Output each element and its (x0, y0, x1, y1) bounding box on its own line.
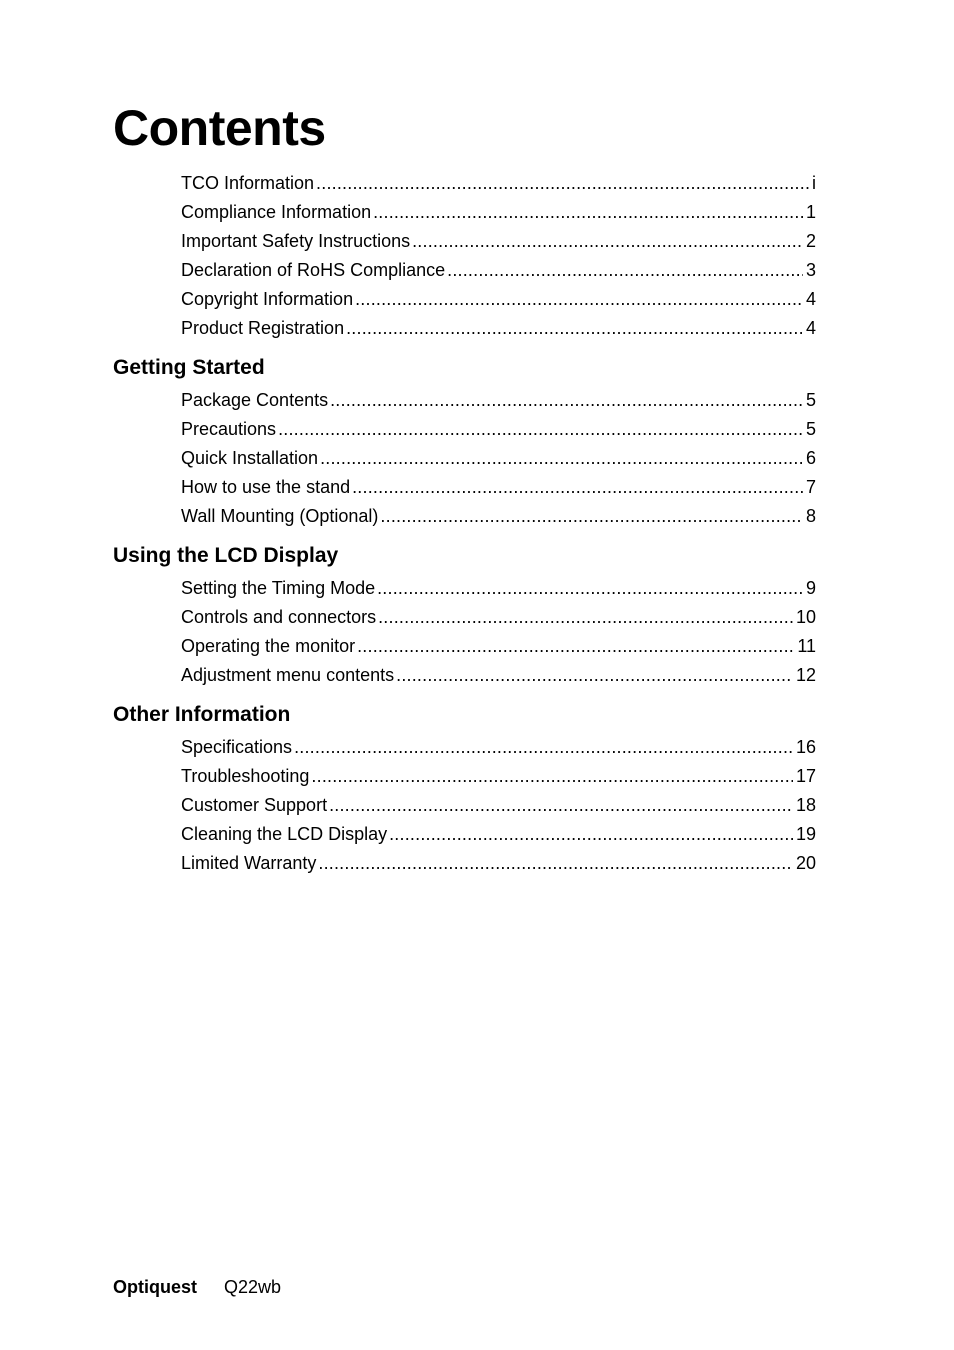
dot-leader (357, 632, 794, 661)
footer-model: Q22wb (224, 1277, 282, 1297)
dot-leader (355, 285, 803, 314)
dot-leader (377, 574, 803, 603)
toc-entry-page: 12 (795, 665, 816, 685)
toc-entry[interactable] (181, 415, 816, 444)
dot-leader (329, 791, 793, 820)
toc-entry-title: Setting the Timing Mode (181, 578, 376, 598)
section-heading: Getting Started (113, 356, 265, 379)
toc-entry-page: 19 (795, 824, 816, 844)
toc-entry[interactable] (181, 661, 816, 690)
toc-entry[interactable] (181, 762, 816, 791)
toc-entry[interactable] (181, 256, 816, 285)
toc-entry-page: 5 (805, 390, 816, 410)
toc-entry-page: 4 (805, 318, 816, 338)
toc-entry-title: Wall Mounting (Optional) (181, 506, 379, 526)
toc-entry-page: i (812, 173, 816, 193)
toc-entry[interactable] (181, 386, 816, 415)
toc-entry-title: Cleaning the LCD Display (181, 824, 388, 844)
toc-group-using-lcd-display (113, 531, 816, 690)
toc-entry-page: 10 (795, 607, 816, 627)
toc-entry[interactable] (181, 733, 816, 762)
dot-leader (346, 314, 803, 343)
dot-leader (330, 386, 803, 415)
toc-entry-page: 3 (805, 260, 816, 280)
toc-entry-title: Quick Installation (181, 448, 319, 468)
dot-leader (412, 227, 803, 256)
dot-leader (378, 603, 793, 632)
page-footer (113, 1275, 281, 1299)
toc-entry-title: Operating the monitor (181, 636, 356, 656)
toc-entry-page: 11 (797, 636, 816, 656)
toc-entry[interactable] (181, 502, 816, 531)
toc-entry-page: 9 (805, 578, 816, 598)
footer-brand: Optiquest (113, 1277, 197, 1297)
toc-entry-title: TCO Information (181, 173, 315, 193)
toc-entry-page: 4 (805, 289, 816, 309)
toc-entry-page: 16 (795, 737, 816, 757)
toc-entry[interactable] (181, 632, 816, 661)
toc-entry[interactable] (181, 791, 816, 820)
dot-leader (311, 762, 793, 791)
toc-entry-page: 18 (795, 795, 816, 815)
toc-entry-title: Product Registration (181, 318, 345, 338)
section-heading: Using the LCD Display (113, 544, 339, 567)
toc-group-front-matter (113, 169, 816, 343)
toc-entry[interactable] (181, 285, 816, 314)
toc-entry-title: How to use the stand (181, 477, 351, 497)
toc-entry-page: 2 (805, 231, 816, 251)
toc-entry[interactable] (181, 227, 816, 256)
toc-entry[interactable] (181, 849, 816, 878)
dot-leader (352, 473, 803, 502)
toc-entry-title: Copyright Information (181, 289, 354, 309)
toc-entry-page: 17 (795, 766, 816, 786)
toc-entry[interactable] (181, 603, 816, 632)
toc-entry-title: Precautions (181, 419, 277, 439)
dot-leader (396, 661, 793, 690)
toc-entry-title: Controls and connectors (181, 607, 377, 627)
page-title: Contents (113, 100, 326, 156)
toc-entry[interactable] (181, 169, 816, 198)
table-of-contents (113, 169, 816, 878)
toc-entry-page: 5 (805, 419, 816, 439)
toc-entry-title: Specifications (181, 737, 293, 757)
dot-leader (294, 733, 793, 762)
dot-leader (320, 444, 803, 473)
toc-group-getting-started (113, 343, 816, 531)
toc-entry[interactable] (181, 444, 816, 473)
toc-entry-title: Troubleshooting (181, 766, 310, 786)
toc-entry-title: Limited Warranty (181, 853, 317, 873)
toc-entry[interactable] (181, 820, 816, 849)
toc-group-other-information (113, 690, 816, 878)
dot-leader (373, 198, 803, 227)
toc-entry-title: Adjustment menu contents (181, 665, 395, 685)
toc-entry[interactable] (181, 198, 816, 227)
toc-entry-page: 7 (805, 477, 816, 497)
toc-entry[interactable] (181, 473, 816, 502)
dot-leader (380, 502, 803, 531)
toc-entry-page: 20 (795, 853, 816, 873)
toc-entry-title: Compliance Information (181, 202, 372, 222)
toc-entry[interactable] (181, 574, 816, 603)
toc-entry-title: Important Safety Instructions (181, 231, 411, 251)
toc-entry[interactable] (181, 314, 816, 343)
toc-entry-page: 6 (805, 448, 816, 468)
dot-leader (318, 849, 793, 878)
dot-leader (316, 169, 809, 198)
toc-entry-page: 8 (805, 506, 816, 526)
dot-leader (447, 256, 803, 285)
toc-entry-title: Package Contents (181, 390, 329, 410)
dot-leader (278, 415, 803, 444)
dot-leader (389, 820, 793, 849)
toc-entry-page: 1 (805, 202, 816, 222)
section-heading: Other Information (113, 703, 291, 726)
toc-entry-title: Declaration of RoHS Compliance (181, 260, 446, 280)
toc-entry-title: Customer Support (181, 795, 328, 815)
